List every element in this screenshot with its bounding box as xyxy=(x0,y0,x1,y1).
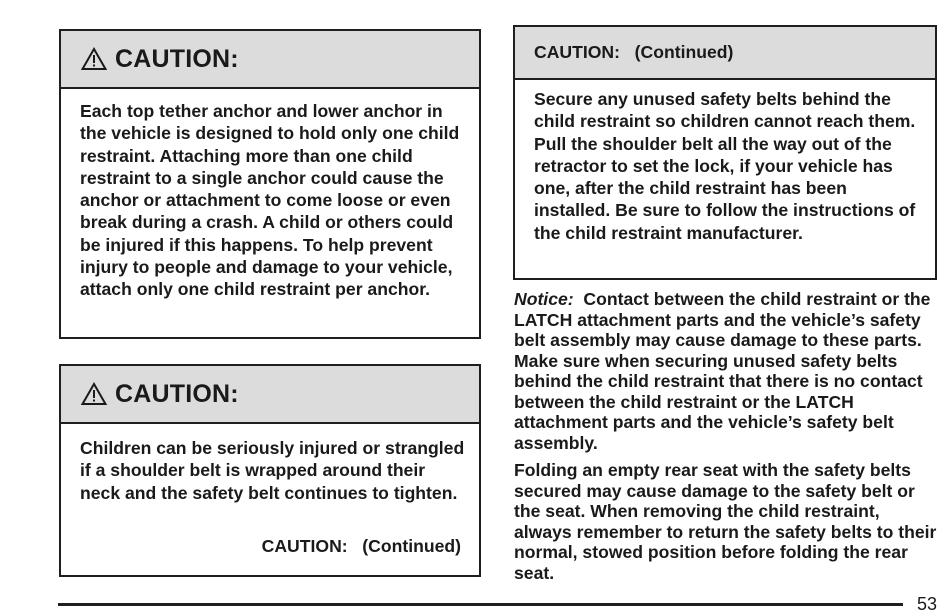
caution-continued-header: CAUTION: (Continued) xyxy=(515,27,935,80)
notice-text: Contact between the child restraint or the LATCH attachment parts and the vehicle’s safety belt assembly may cause damage to these parts. Make sure when securing unused safety belts behind the child restraint that there is no contact between the child restraint or the LATCH attachment parts and the vehicle’s safety belt assembly. xyxy=(514,289,931,453)
page-number: 53 xyxy=(917,594,938,614)
folding-seat-paragraph: Folding an empty rear seat with the safety belts secured may cause damage to the safety belt or the seat. When removing the child restraint, always remember to return the safety belts to their normal, stowed position before folding the rear seat. xyxy=(514,460,937,583)
caution-continued-label: CAUTION: (Continued) xyxy=(261,536,461,556)
warning-triangle-icon xyxy=(81,47,107,71)
caution-box-continued xyxy=(513,25,937,280)
caution-text: Each top tether anchor and lower anchor in the vehicle is designed to hold only one child restraint. Attaching more than one child restraint to a single anchor could cause the anchor or attachment to come loose or even break during a crash. A child or others could be injured if this happens. To help prevent injury to people and damage to your vehicle, attach only one child restraint per anchor. xyxy=(80,101,460,300)
caution-title: CAUTION: xyxy=(115,379,239,408)
caution-box-shoulder-belt xyxy=(59,364,481,577)
caution-header xyxy=(61,366,479,424)
caution-header xyxy=(61,31,479,89)
warning-triangle-icon xyxy=(81,382,107,406)
caution-text: Secure any unused safety belts behind the child restraint so children cannot reach them. Pull the shoulder belt all the way out of the retractor to set the lock, if your vehicle has one, after the child restraint has been installed. Be sure to follow the instructions of the child restraint manufacturer. xyxy=(534,89,916,243)
notice-paragraph xyxy=(514,289,939,453)
caution-text: Children can be seriously injured or strangled if a shoulder belt is wrapped around their neck and the safety belt continues to tighten. xyxy=(80,438,465,503)
footer-rule xyxy=(58,603,903,606)
notice-label: Notice: xyxy=(514,289,574,309)
caution-title: CAUTION: xyxy=(115,44,239,73)
caution-box-tether-anchor xyxy=(59,29,481,339)
